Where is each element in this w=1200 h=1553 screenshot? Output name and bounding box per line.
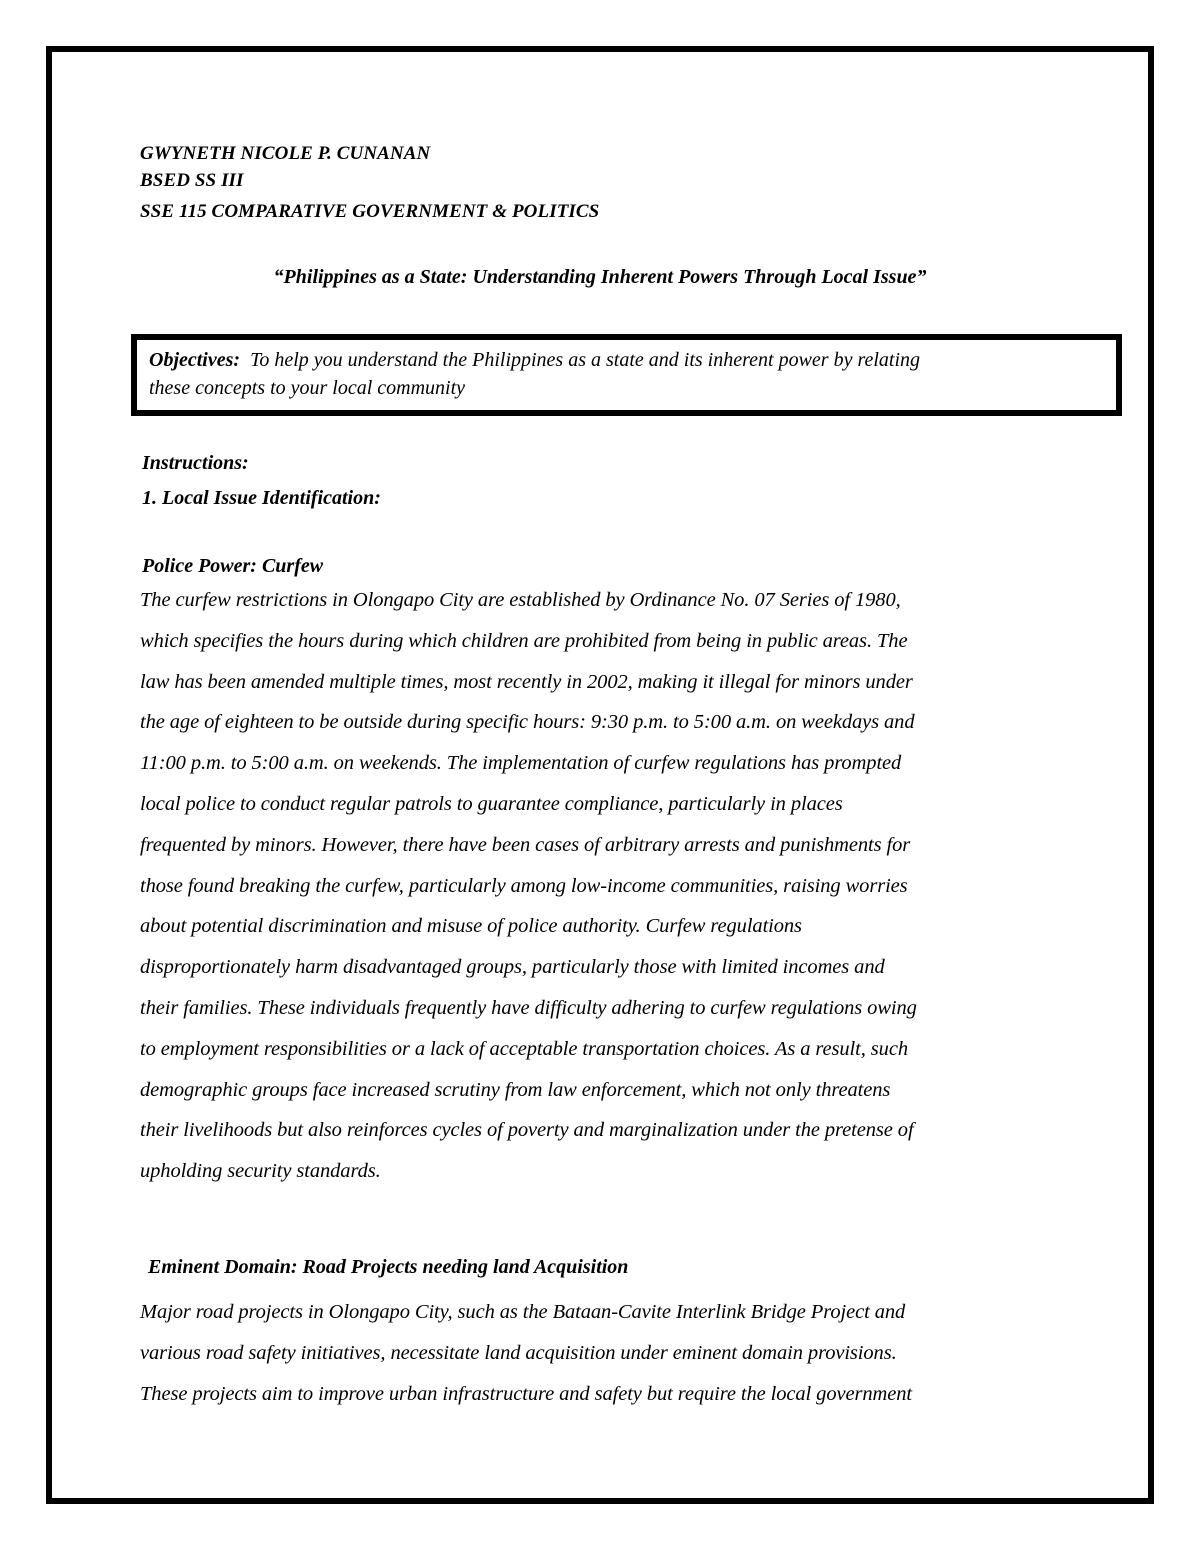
paragraph-line: frequented by minors. However, there have been cases of arbitrary arrests and punishments for — [140, 833, 911, 856]
paragraph-line: disproportionately harm disadvantaged groups, particularly those with limited incomes and — [140, 956, 885, 979]
police-power-heading: Police Power: Curfew — [142, 555, 324, 577]
document-title: “Philippines as a State: Understanding Inherent Powers Through Local Issue” — [273, 266, 927, 288]
paragraph-line: their families. These individuals frequently have difficulty adhering to curfew regulations owing — [140, 997, 917, 1019]
instruction-item-1: 1. Local Issue Identification: — [142, 487, 381, 509]
objectives-text-1: To help you understand the Philippines as a state and its inherent power by relating — [250, 349, 921, 371]
paragraph-line: upholding security standards. — [140, 1160, 381, 1183]
paragraph-line: law has been amended multiple times, most recently in 2002, making it illegal for minors under — [140, 670, 913, 693]
paragraph-line: These projects aim to improve urban infrastructure and safety but require the local government — [140, 1383, 912, 1405]
paragraph-line: those found breaking the curfew, particularly among low-income communities, raising worries — [140, 874, 908, 897]
paragraph-line: demographic groups face increased scrutiny from law enforcement, which not only threatens — [140, 1078, 891, 1101]
paragraph-line: about potential discrimination and misuse of police authority. Curfew regulations — [140, 915, 802, 938]
eminent-domain-heading: Eminent Domain: Road Projects needing land Acquisition — [148, 1256, 629, 1278]
paragraph-line: Major road projects in Olongapo City, such as the Bataan-Cavite Interlink Bridge Project and — [140, 1301, 906, 1323]
instructions-label: Instructions: — [142, 452, 249, 474]
objectives-text-2: these concepts to your local community — [149, 377, 466, 399]
paragraph-line: to employment responsibilities or a lack of acceptable transportation choices. As a result, such — [140, 1037, 908, 1060]
student-name: GWYNETH NICOLE P. CUNANAN — [140, 143, 431, 164]
paragraph-line: 11:00 p.m. to 5:00 a.m. on weekends. The implementation of curfew regulations has prompted — [140, 752, 902, 775]
paragraph-line: the age of eighteen to be outside during specific hours: 9:30 p.m. to 5:00 a.m. on weekdays and — [140, 711, 915, 734]
objectives-box — [131, 334, 1122, 416]
objectives-line-1 — [149, 346, 1116, 374]
course-title: SSE 115 COMPARATIVE GOVERNMENT & POLITICS — [140, 201, 600, 222]
paragraph-line: The curfew restrictions in Olongapo City are established by Ordinance No. 07 Series of 1980, — [140, 589, 901, 611]
paragraph-line: various road safety initiatives, necessitate land acquisition under eminent domain provisions. — [140, 1342, 897, 1364]
objectives-label: Objectives: — [149, 349, 241, 371]
paragraph-line: their livelihoods but also reinforces cycles of poverty and marginalization under the pretense of — [140, 1119, 914, 1142]
paragraph-line: local police to conduct regular patrols to guarantee compliance, particularly in places — [140, 793, 843, 815]
student-program: BSED SS III — [140, 170, 244, 191]
paragraph-line: which specifies the hours during which children are prohibited from being in public areas. The — [140, 629, 908, 652]
